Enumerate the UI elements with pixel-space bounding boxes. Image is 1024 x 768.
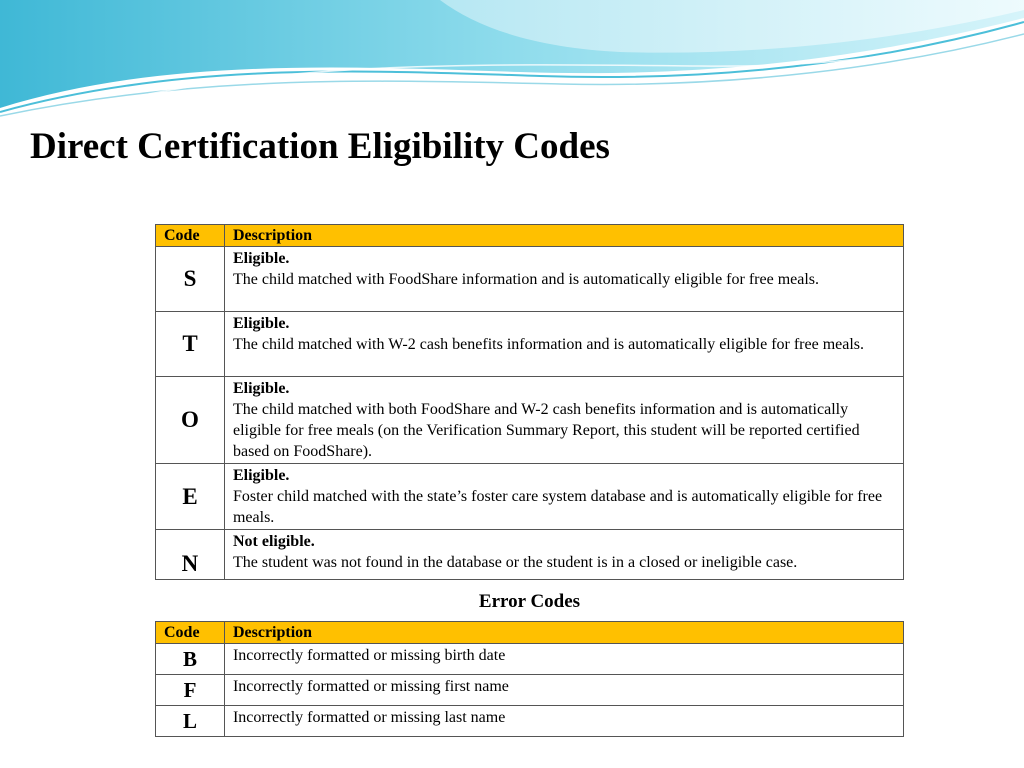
table-row	[156, 706, 904, 737]
table-row	[156, 530, 904, 580]
code-cell: S	[156, 247, 225, 312]
code-cell: F	[156, 675, 225, 706]
description-text: The child matched with W-2 cash benefits information and is automatically eligible for free meals.	[232, 336, 865, 353]
page-title: Direct Certification Eligibility Codes	[30, 126, 610, 167]
description-column-header: Description	[224, 225, 903, 247]
code-cell: O	[156, 377, 225, 464]
code-cell: N	[156, 530, 225, 580]
table-header-row	[156, 225, 904, 247]
description-column-header: Description	[224, 622, 903, 644]
code-column-header: Code	[156, 622, 225, 644]
description-cell	[224, 530, 903, 580]
error-codes-title: Error Codes	[478, 591, 581, 612]
code-cell: B	[156, 644, 225, 675]
code-column-header: Code	[156, 225, 225, 247]
description-cell	[224, 312, 903, 377]
description-text: The student was not found in the database or the student is in a closed or ineligible case.	[232, 554, 798, 571]
description-text: Foster child matched with the state’s foster care system database and is automatically eligible for free meals.	[232, 488, 883, 526]
description-cell	[224, 247, 903, 312]
description-text: The child matched with FoodShare information and is automatically eligible for free meals.	[232, 271, 820, 288]
description-cell: Incorrectly formatted or missing first name	[224, 675, 903, 706]
table-row	[156, 377, 904, 464]
description-text: The child matched with both FoodShare and W-2 cash benefits information and is automatically eligible for free meals (on the Verification Summary Report, this student will be reported certified based on FoodShare).	[232, 401, 860, 460]
code-cell: T	[156, 312, 225, 377]
eligibility-status: Eligible.	[232, 315, 290, 332]
table-row	[156, 464, 904, 530]
eligibility-status: Not eligible.	[232, 533, 315, 550]
eligibility-status: Eligible.	[232, 380, 290, 397]
description-cell: Incorrectly formatted or missing last name	[224, 706, 903, 737]
table-row	[156, 644, 904, 675]
description-cell	[224, 377, 903, 464]
table-row	[156, 312, 904, 377]
table-row	[156, 675, 904, 706]
eligibility-status: Eligible.	[232, 467, 290, 484]
code-cell: L	[156, 706, 225, 737]
table-header-row	[156, 622, 904, 644]
eligibility-codes-table	[155, 224, 904, 580]
table-row	[156, 247, 904, 312]
decorative-wave-banner	[0, 0, 1024, 120]
eligibility-status: Eligible.	[232, 250, 290, 267]
description-cell	[224, 464, 903, 530]
error-codes-table	[155, 621, 904, 737]
code-cell: E	[156, 464, 225, 530]
description-cell: Incorrectly formatted or missing birth date	[224, 644, 903, 675]
